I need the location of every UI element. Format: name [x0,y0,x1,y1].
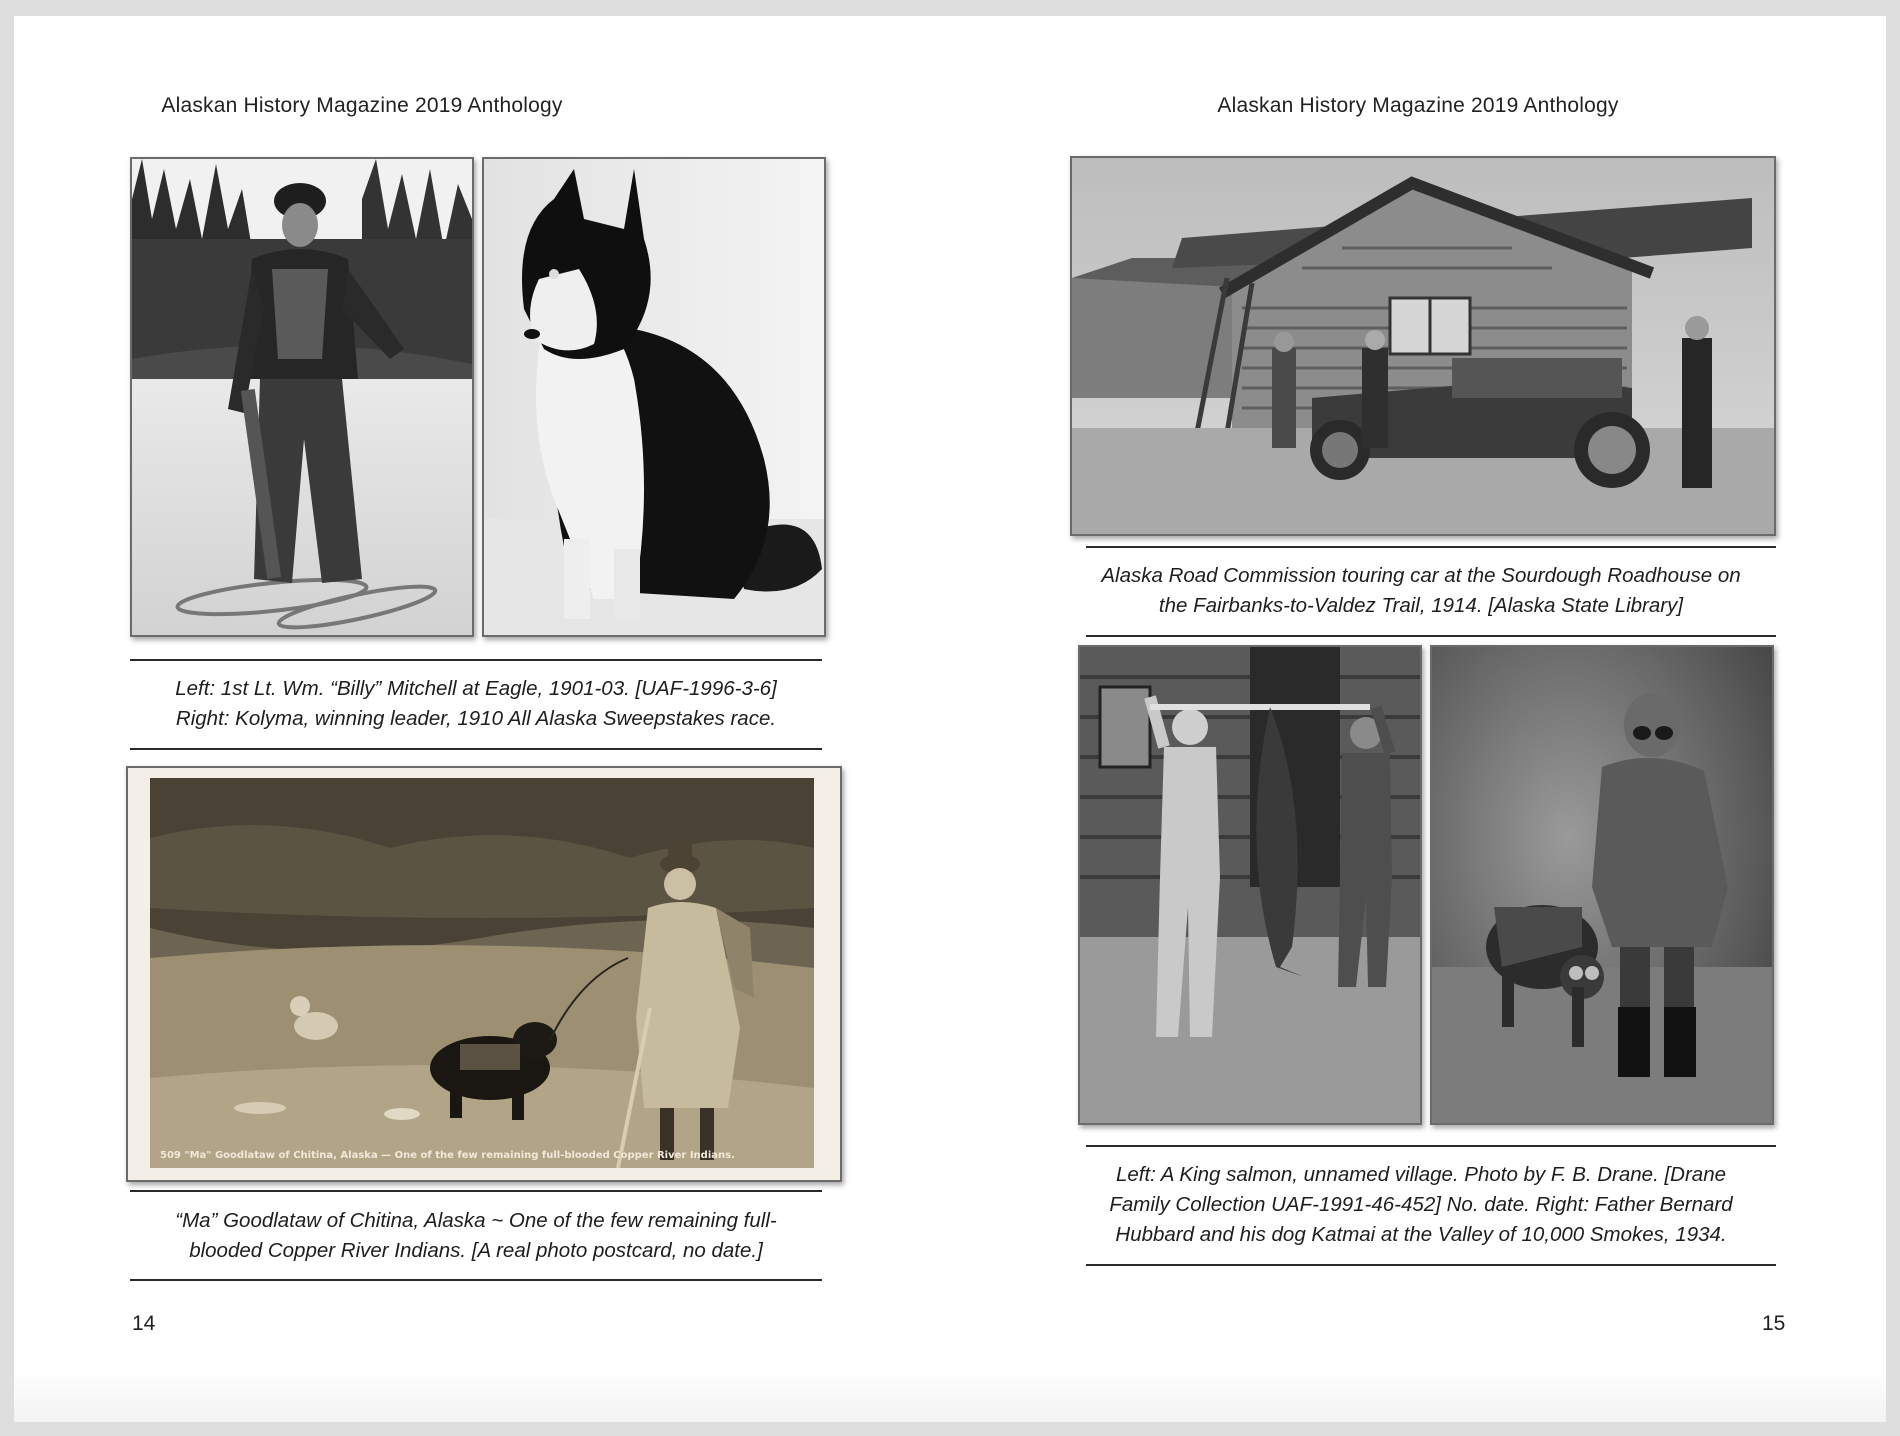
page-number-left: 14 [132,1312,156,1335]
photo-ma-goodlataw-postcard [126,766,842,1182]
caption-rule-bottom-left [130,748,822,750]
caption-salmon-hubbard [1054,1160,1788,1250]
caption-line: the Fairbanks-to-Valdez Trail, 1914. [Alaska State Library] [1158,594,1684,617]
caption-rule-top-right-2 [1086,1145,1776,1147]
caption-line: Alaska Road Commission touring car at the Sourdough Roadhouse on [1101,564,1741,587]
caption-rule-bottom-right [1086,635,1776,637]
caption-line: Left: 1st Lt. Wm. “Billy” Mitchell at Eagle, 1901-03. [UAF-1996-3-6] [175,677,777,700]
photo-king-salmon [1078,645,1422,1125]
caption-rule-top-left [130,659,822,661]
caption-mitchell-kolyma [114,674,838,734]
page-bottom-shade [14,1370,1886,1422]
caption-rule-top-right [1086,546,1776,548]
caption-line: blooded Copper River Indians. [A real photo postcard, no date.] [189,1239,763,1262]
caption-rule-bottom-right-2 [1086,1264,1776,1266]
caption-ma-goodlataw [114,1206,838,1266]
photo-father-hubbard-katmai [1430,645,1774,1125]
book-spread [14,16,1886,1422]
photo-touring-car-roadhouse [1070,156,1776,536]
running-head-right: Alaskan History Magazine 2019 Anthology [1217,94,1619,117]
photo-billy-mitchell [130,157,474,637]
left-page [14,16,950,1422]
page-number-right: 15 [1762,1312,1786,1335]
caption-touring-car [1054,561,1788,621]
caption-line: “Ma” Goodlataw of Chitina, Alaska ~ One of the few remaining full- [175,1209,777,1232]
caption-line: Left: A King salmon, unnamed village. Photo by F. B. Drane. [Drane [1115,1163,1727,1186]
caption-line: Right: Kolyma, winning leader, 1910 All Alaska Sweepstakes race. [175,707,777,730]
caption-line: Family Collection UAF-1991-46-452] No. date. Right: Father Bernard [1109,1193,1733,1216]
photo-kolyma-dog [482,157,826,637]
caption-line: Hubbard and his dog Katmai at the Valley of 10,000 Smokes, 1934. [1115,1223,1727,1246]
caption-rule-top-left-2 [130,1190,822,1192]
caption-rule-bottom-left-2 [130,1279,822,1281]
postcard-imprint: 509 "Ma" Goodlataw of Chitina, Alaska — One of the few remaining full-blooded Copper River Indians. [160,1150,735,1161]
running-head-left: Alaskan History Magazine 2019 Anthology [161,94,563,117]
right-page [950,16,1886,1422]
